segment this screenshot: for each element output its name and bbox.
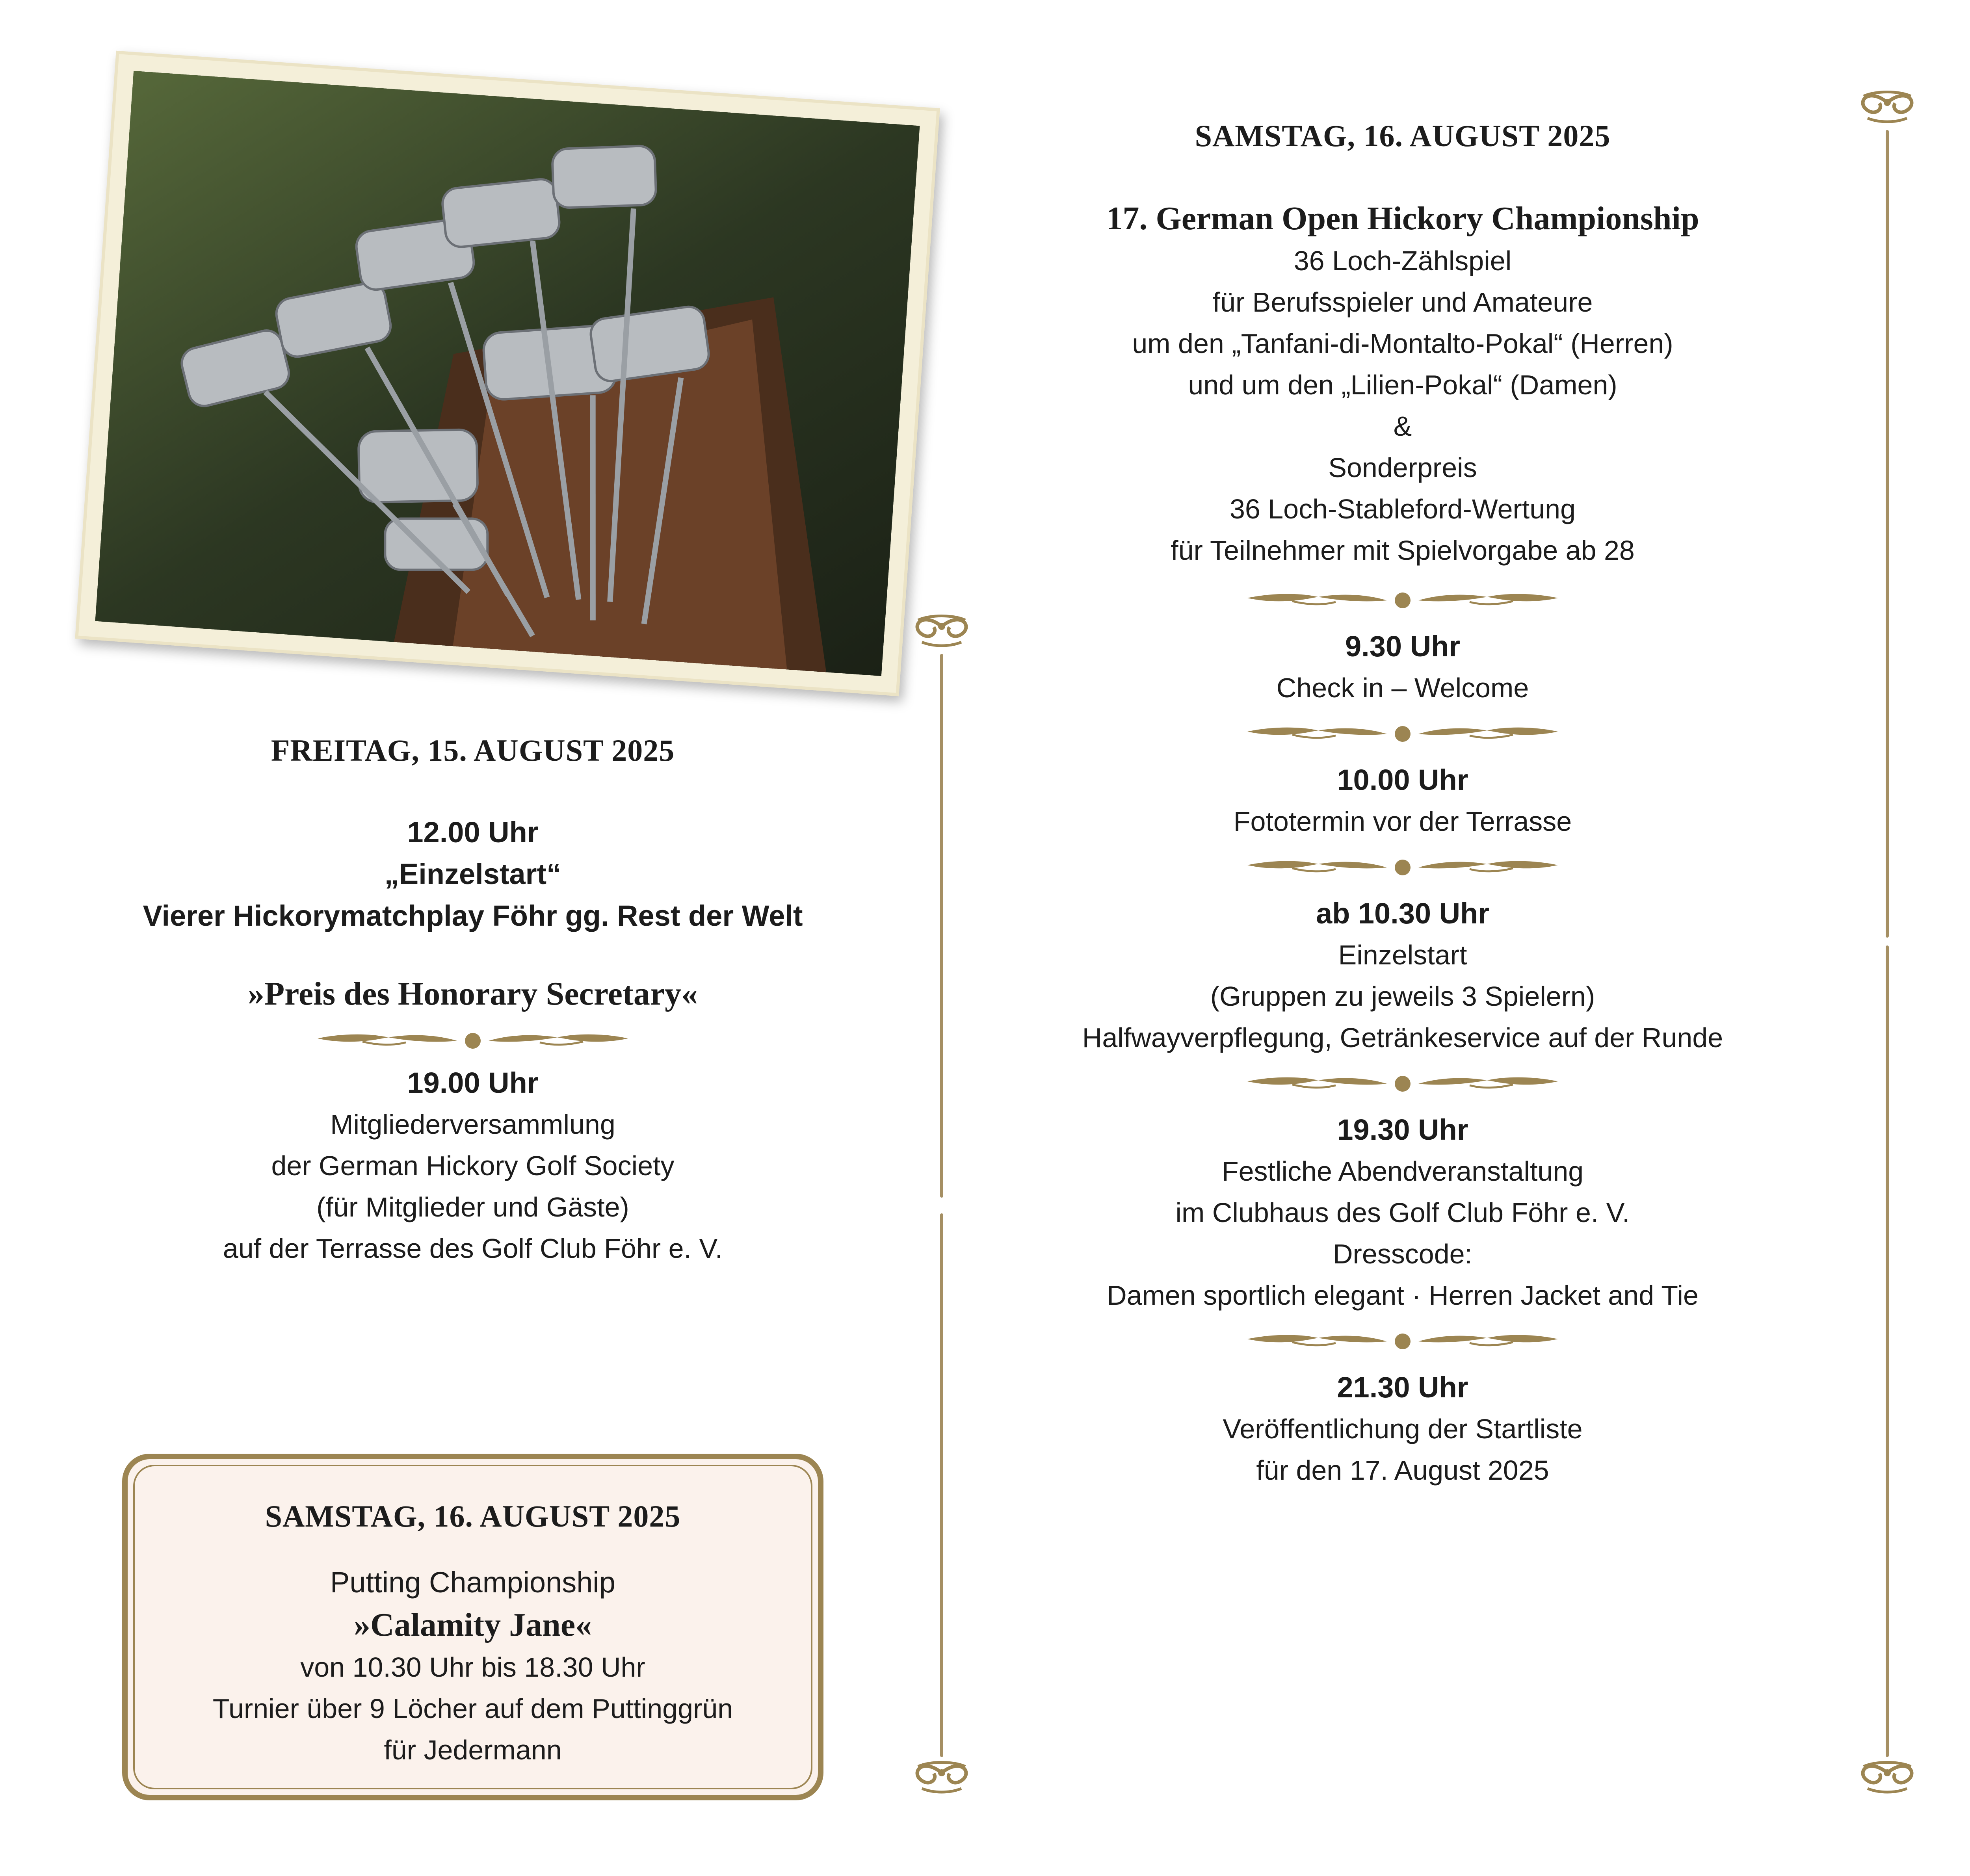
- saturday-slot-line: im Clubhaus des Golf Club Föhr e. V.: [1175, 1197, 1630, 1228]
- saturday-slot-line: (Gruppen zu jeweils 3 Spielern): [1210, 981, 1595, 1012]
- saturday-slot-line: Check in – Welcome: [1276, 672, 1529, 703]
- vertical-divider: [1886, 130, 1889, 938]
- friday-event-name: „Einzelstart“: [384, 858, 561, 890]
- flourish-ornament: [1848, 1749, 1927, 1804]
- saturday-intro-line: Sonderpreis: [1328, 452, 1477, 483]
- saturday-slot-time: 10.00 Uhr: [1337, 763, 1468, 796]
- divider-ornament: [1245, 724, 1560, 743]
- sunday-intro-line: [1950, 489, 1970, 530]
- friday-evening-line: Mitgliederversammlung: [330, 1109, 615, 1140]
- saturday-intro-line: und um den „Lilien-Pokal“ (Damen): [1188, 370, 1617, 400]
- sunday-slot-line: [1950, 842, 1970, 884]
- friday-event-desc: Vierer Hickorymatchplay Föhr gg. Rest der Welt: [143, 899, 803, 932]
- flourish-ornament: [902, 603, 981, 658]
- friday-time: 12.00 Uhr: [407, 816, 539, 849]
- golf-clubs-image: [78, 54, 937, 693]
- saturday-slot-line: Halfwayverpflegung, Getränkeservice auf der Runde: [1082, 1022, 1723, 1053]
- saturday-heading: SAMSTAG, 16. AUGUST 2025: [1195, 119, 1611, 153]
- vertical-divider: [940, 1213, 943, 1757]
- saturday-intro-line: für Teilnehmer mit Spielvorgabe ab 28: [1171, 535, 1635, 566]
- saturday-intro-line: um den „Tanfani-di-Montalto-Pokal“ (Herren): [1132, 328, 1673, 359]
- sunday-intro-line: [1950, 364, 1970, 406]
- saturday-intro-line: 36 Loch-Zählspiel: [1294, 245, 1512, 276]
- friday-evening-time: 19.00 Uhr: [407, 1066, 539, 1099]
- sunday-intro-line: [1950, 323, 1970, 364]
- saturday-slot-line: Dresscode:: [1333, 1239, 1473, 1269]
- friday-evening-line: auf der Terrasse des Golf Club Föhr e. V.: [223, 1233, 723, 1264]
- divider-ornament: [1245, 1074, 1560, 1093]
- putting-line: Turnier über 9 Löcher auf dem Puttinggrün: [212, 1693, 733, 1724]
- friday-prize: »Preis des Honorary Secretary«: [247, 975, 698, 1012]
- putting-championship-box: [122, 1454, 823, 1800]
- saturday-intro-line: 36 Loch-Stableford-Wertung: [1229, 494, 1576, 524]
- sunday-intro-line: [1950, 447, 1970, 489]
- saturday-slot-time: ab 10.30 Uhr: [1316, 897, 1490, 930]
- sunday-intro-line: [1950, 406, 1970, 447]
- sunday-slot-time: [1950, 801, 1970, 842]
- divider-ornament: [315, 1031, 630, 1050]
- saturday-intro-line: für Berufsspieler und Amateure: [1212, 287, 1593, 318]
- divider-ornament: [1245, 1332, 1560, 1351]
- friday-evening-line: (für Mitglieder und Gäste): [316, 1192, 629, 1222]
- flourish-ornament: [902, 1749, 981, 1804]
- vertical-divider: [1886, 945, 1889, 1757]
- divider-ornament: [1245, 858, 1560, 877]
- saturday-slot-line: Einzelstart: [1338, 940, 1467, 970]
- sunday-award: [1950, 915, 1970, 958]
- saturday-title: 17. German Open Hickory Championship: [1106, 200, 1699, 237]
- saturday-slot-time: 9.30 Uhr: [1345, 630, 1461, 663]
- sunday-note: [1950, 1039, 1970, 1081]
- flourish-ornament: [1848, 79, 1927, 134]
- sunday-slot-line: [1950, 709, 1970, 750]
- saturday-slot-line: Veröffentlichung der Startliste: [1223, 1414, 1583, 1444]
- putting-line: von 10.30 Uhr bis 18.30 Uhr: [300, 1652, 645, 1683]
- saturday-slot-time: 21.30 Uhr: [1337, 1371, 1468, 1404]
- vertical-divider: [940, 654, 943, 1198]
- friday-heading: FREITAG, 15. AUGUST 2025: [271, 733, 675, 767]
- saturday-slot-line: Damen sportlich elegant · Herren Jacket and Tie: [1107, 1280, 1699, 1311]
- sunday-slot-time: [1950, 626, 1970, 667]
- divider-ornament: [1245, 591, 1560, 610]
- putting-heading: SAMSTAG, 16. AUGUST 2025: [265, 1499, 681, 1533]
- sunday-intro-line: [1950, 240, 1970, 282]
- sunday-note: [1950, 998, 1970, 1039]
- sunday-section: [1950, 114, 1970, 1081]
- sunday-intro-line: [1950, 530, 1970, 571]
- friday-evening-line: der German Hickory Golf Society: [271, 1150, 675, 1181]
- sunday-heading: [1950, 114, 1970, 158]
- saturday-slot-line: Fototermin vor der Terrasse: [1233, 806, 1572, 837]
- putting-line: für Jedermann: [384, 1735, 562, 1765]
- saturday-section: [1009, 114, 1797, 1491]
- putting-name: »Calamity Jane«: [353, 1607, 592, 1643]
- saturday-slot-line: Festliche Abendveranstaltung: [1221, 1156, 1584, 1187]
- sunday-intro-line: [1950, 282, 1970, 323]
- saturday-slot-line: für den 17. August 2025: [1256, 1455, 1549, 1486]
- friday-section: [79, 729, 867, 1269]
- saturday-slot-time: 19.30 Uhr: [1337, 1113, 1468, 1146]
- saturday-intro-line: &: [1393, 411, 1412, 442]
- sunday-slot-line: [1950, 667, 1970, 709]
- putting-event: Putting Championship: [330, 1566, 615, 1599]
- sunday-title: [1950, 197, 1970, 240]
- golf-clubs-photo: [75, 51, 940, 697]
